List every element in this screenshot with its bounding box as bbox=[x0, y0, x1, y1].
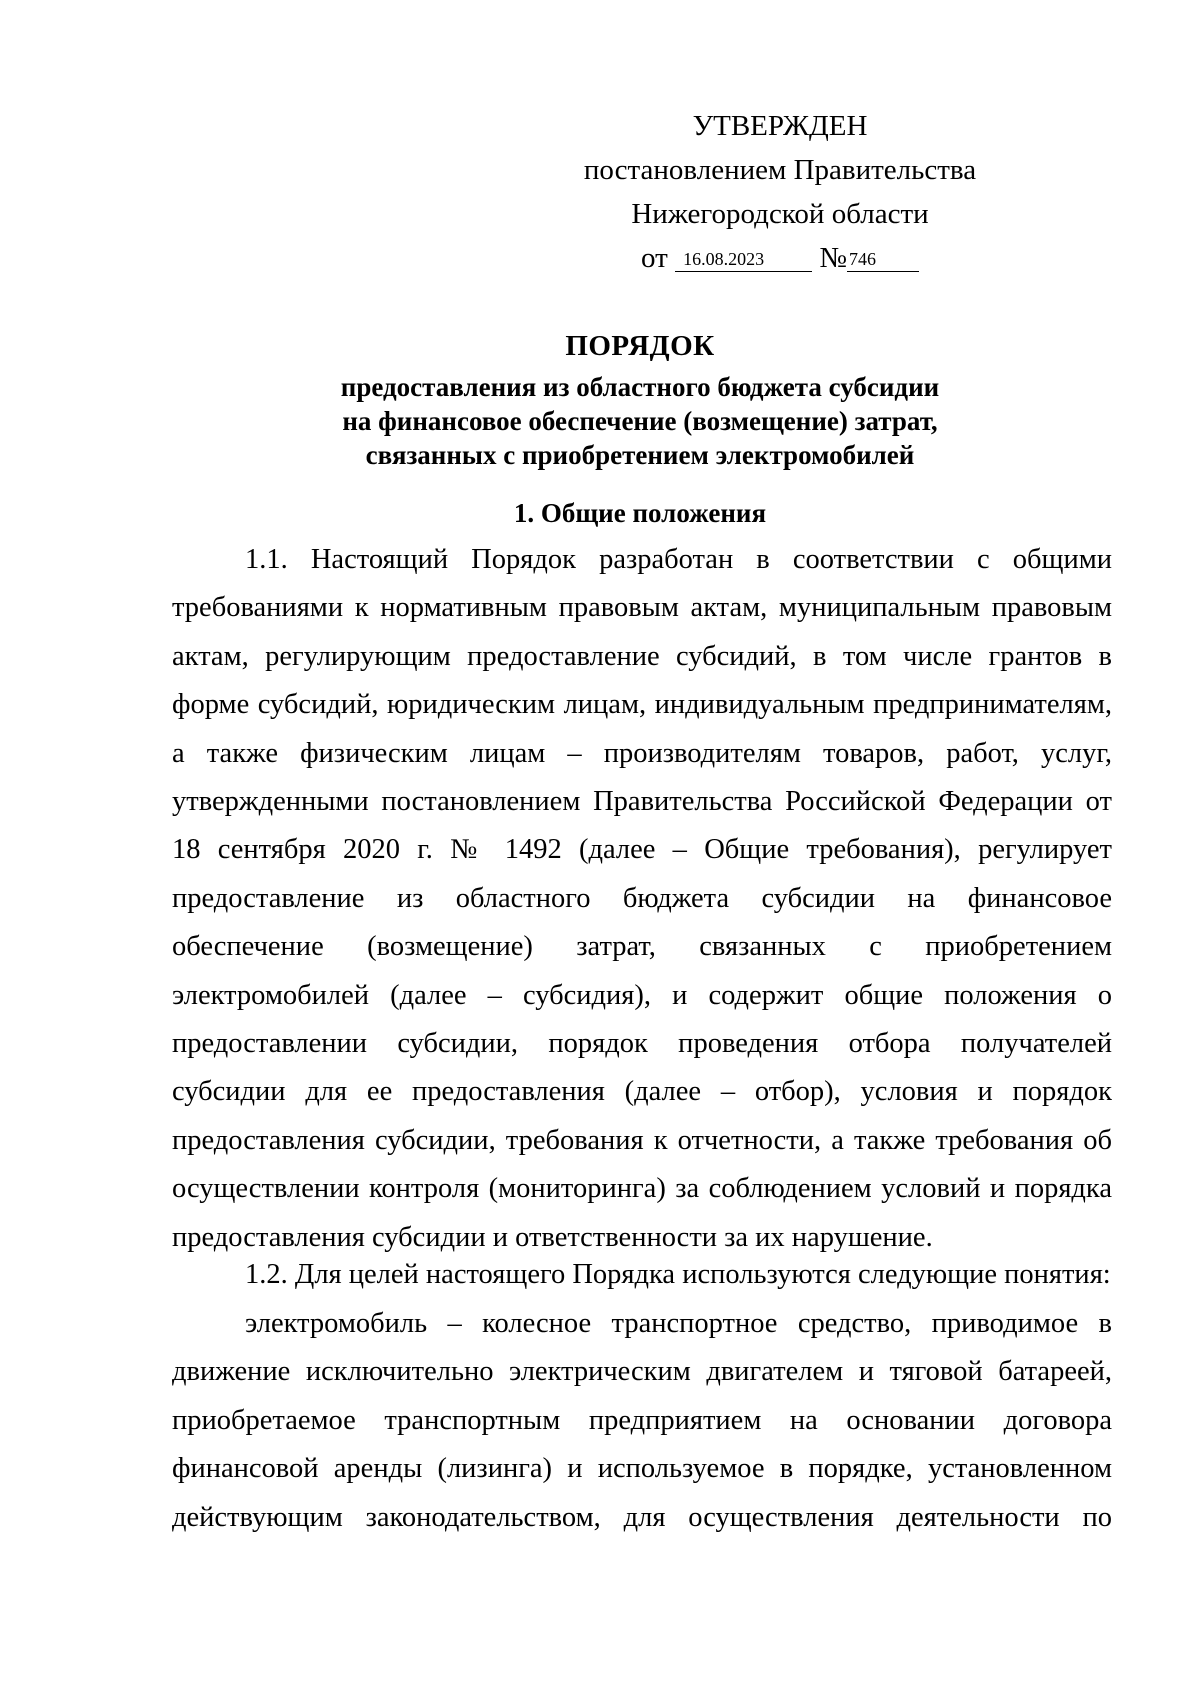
subtitle-line-3: связанных с приобретением электромобилей bbox=[365, 440, 915, 470]
approval-approved: УТВЕРЖДЕН bbox=[692, 110, 868, 142]
approval-date-line bbox=[560, 236, 1000, 280]
approval-by: постановлением Правительства bbox=[583, 154, 977, 186]
approval-stamp bbox=[560, 104, 1000, 280]
subtitle-line-1: предоставления из областного бюджета субсидии bbox=[340, 372, 940, 402]
paragraph-definition-block bbox=[172, 1300, 1112, 1542]
approval-region: Нижегородской области bbox=[631, 198, 929, 230]
section-heading: 1. Общие положения bbox=[513, 498, 767, 528]
document-title: ПОРЯДОК bbox=[565, 330, 715, 362]
paragraph-1-2-block bbox=[172, 1251, 1112, 1299]
approval-date-prefix: от bbox=[641, 242, 668, 274]
approval-number-prefix: № bbox=[819, 242, 847, 274]
paragraph-definition-electromobile: электромобиль – колесное транспортное средство, приводимое в движение исключительно электрическим двигателем и тяговой батареей, приобретаемое транспортным предприятием на основании договора финансовой аренды (лизинга) и используемое в порядке, установленном действующим законодательством, для осуществления деятельности по bbox=[172, 1308, 1112, 1533]
approval-date-value: 16.08.2023 bbox=[675, 247, 812, 272]
approval-number-value: 746 bbox=[847, 247, 919, 272]
document-subtitle bbox=[170, 370, 1110, 472]
paragraph-1-1-block bbox=[172, 536, 1112, 1262]
paragraph-1-1: 1.1. Настоящий Порядок разработан в соответствии с общими требованиями к нормативным правовым актам, муниципальным правовым актам, регулирующим предоставление субсидий, в том числе грантов в форме субсидий, юридическим лицам, индивидуальным предпринимателям, а также физическим лицам – производителям товаров, работ, услуг, утвержденными постановлением Правительства Российской Федерации от 18 сентября 2020 г. № 1492 (далее – Общие требования), регулирует предоставление из областного бюджета субсидии на финансовое обеспечение (возмещение) затрат, связанных с приобретением электромобилей (далее – субсидия), и содержит общие положения о предоставлении субсидии, порядок проведения отбора получателей субсидии для ее предоставления (далее – отбор), условия и порядок предоставления субсидии, требования к отчетности, а также требования об осуществлении контроля (мониторинга) за соблюдением условий и порядка предоставления субсидии и ответственности за их нарушение. bbox=[172, 544, 1112, 1253]
subtitle-line-2: на финансовое обеспечение (возмещение) затрат, bbox=[342, 406, 938, 436]
paragraph-1-2: 1.2. Для целей настоящего Порядка используются следующие понятия: bbox=[245, 1259, 1111, 1290]
